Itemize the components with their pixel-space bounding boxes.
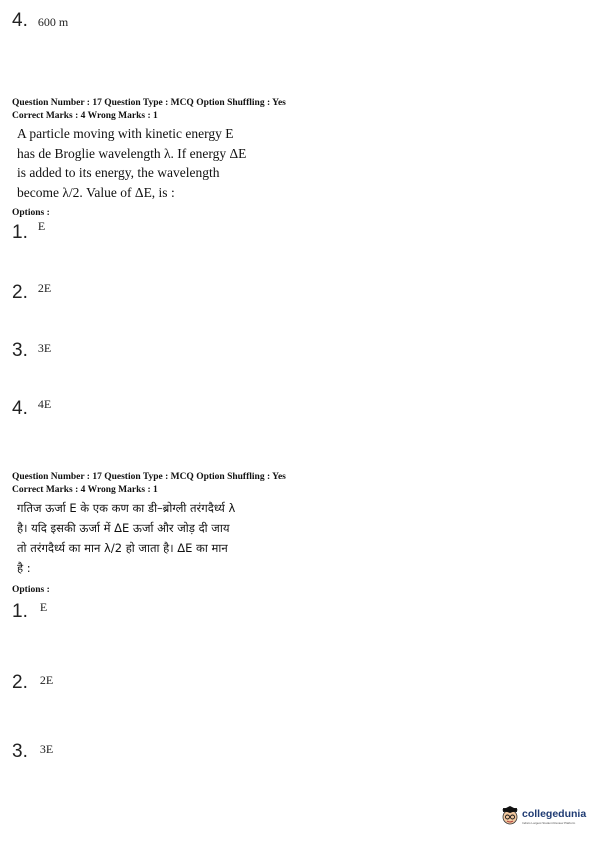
question-meta (12, 97, 286, 123)
question-text (17, 124, 246, 202)
option-value: 4E (37, 397, 52, 411)
option-4-previous (12, 10, 68, 32)
question-marks-line: Correct Marks : 4 Wrong Marks : 1 (12, 111, 158, 121)
question-meta (12, 471, 286, 497)
option-value: 2E (39, 673, 54, 687)
option-item[interactable] (12, 398, 51, 420)
option-value: 600 m (37, 15, 69, 29)
option-value: E (39, 600, 48, 614)
option-item[interactable] (12, 282, 51, 304)
question-meta-line: Question Number : 17 Question Type : MCQ Option Shuffling : Yes (12, 472, 286, 482)
logo-text: collegedunia (522, 807, 587, 820)
logo-tagline: India's Largest Student Review Platform (522, 820, 576, 825)
option-number: 2. (12, 672, 28, 693)
question-line: A particle moving with kinetic energy E (17, 126, 234, 141)
question-line: है : (17, 561, 31, 575)
option-number: 4. (12, 10, 28, 31)
question-marks-line: Correct Marks : 4 Wrong Marks : 1 (12, 485, 158, 495)
option-item[interactable] (12, 340, 51, 362)
options-label: Options : (12, 585, 50, 595)
option-number: 4. (12, 398, 28, 419)
option-item[interactable] (12, 219, 46, 244)
option-item[interactable] (12, 741, 53, 763)
question-line: has de Broglie wavelength λ. If energy ΔE (17, 145, 247, 161)
option-number: 2. (12, 282, 28, 303)
question-meta-line: Question Number : 17 Question Type : MCQ Option Shuffling : Yes (12, 98, 286, 108)
option-number: 3. (12, 340, 28, 361)
option-value: E (37, 219, 46, 233)
collegedunia-logo (500, 802, 586, 830)
question-line: तो तरंगदैर्ध्य का मान λ/2 हो जाता है। ΔE का मान (17, 541, 228, 555)
option-number: 3. (12, 741, 28, 762)
question-line: is added to its energy, the wavelength (17, 165, 220, 180)
logo-mascot-icon (500, 805, 520, 827)
question-line: गतिज ऊर्जा E के एक कण का डी–ब्रोग्ली तरंगदैर्ध्य λ (17, 501, 236, 515)
options-label: Options : (12, 208, 50, 218)
question-line: become λ/2. Value of ΔE, is : (17, 184, 175, 200)
question-line: है। यदि इसकी ऊर्जा में ΔE ऊर्जा और जोड़ दी जाय (17, 521, 230, 535)
option-value: 2E (37, 281, 52, 295)
question-text-hindi (17, 498, 235, 578)
option-item[interactable] (12, 672, 53, 694)
option-number: 1. (12, 222, 28, 243)
option-value: 3E (37, 341, 52, 355)
option-value: 3E (39, 742, 54, 756)
option-item[interactable] (12, 601, 47, 623)
option-number: 1. (12, 601, 28, 622)
